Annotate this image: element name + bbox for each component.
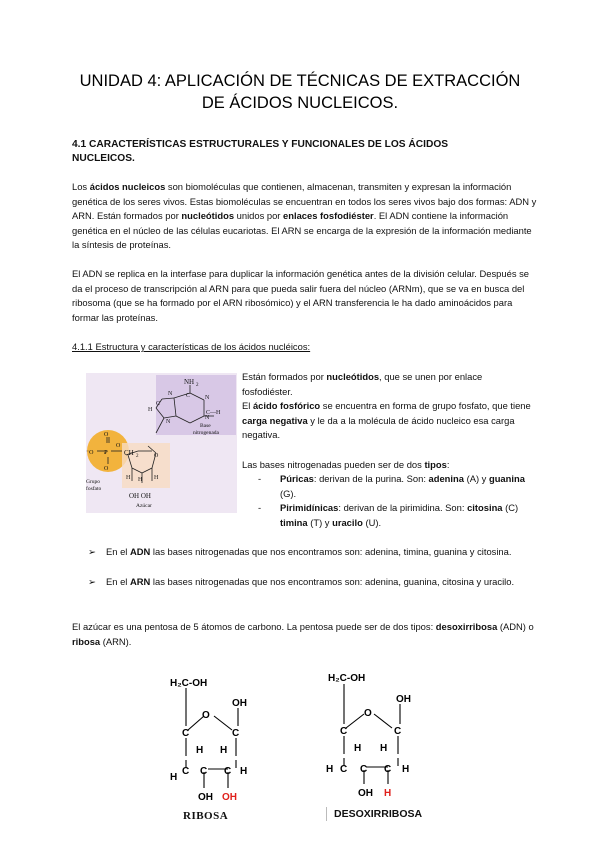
phos-o-left: ⁻O [86,450,94,456]
ribose-structure [160,668,280,833]
deoxy-ring-o: O [364,708,372,719]
phos-o-bottom: O [104,466,109,472]
ribose-oh-red: OH [222,792,237,803]
deoxy-c2: C [394,726,402,737]
deoxy-oh-top: OH [396,694,411,705]
deoxyribose-caption: DESOXIRRIBOSA [334,808,423,820]
deoxy-h2coh: H₂C-OH [328,673,366,684]
ribose-c1: C [182,728,190,739]
phos-o-top: O [104,432,109,438]
ribose-h3: H [170,772,178,783]
ch2-label: CH [124,449,134,457]
phos-caption2: fosfato [86,486,102,492]
structure-text: Están formados por nucleótidos, que se unen por enlace fosfodiéster. El ácido fosfórico se encuentra en forma de grupo fosfato, que tiene carga negativa y le da a la molécula de ácido nucleico esa carga negativa. Las bases nitrogenadas pueden ser de dos tipos: - Púricas: derivan de la purina. Son: adenina (A) y guanina (G). - Pirimidínicas: derivan de la pirimidina. Son: citosina (C) timina (T) y uracilo (U). [242,370,532,531]
ribose-c4: C [200,766,208,777]
phos-caption: Grupo [86,479,101,485]
base-c2: C [156,401,161,407]
phos-p: P [104,450,108,456]
base-caption2: nitrogenada [193,430,219,436]
ribose-h1: H [196,745,204,756]
deoxy-h4: H [402,764,410,775]
pyrimidines-item: - Pirimidínicas: derivan de la pirimidina. Son: citosina (C) timina (T) y uracilo (U). [258,502,519,528]
base-ch: C—H [206,410,221,416]
bullet-arn: ➢ En el ARN las bases nitrogenadas que nos encontramos son: adenina, guanina, citosina y uracilo. [88,575,528,590]
sugar-h2: H [154,475,159,481]
ribose-h2: H [220,745,228,756]
deoxy-oh-left: OH [358,788,373,799]
base-c-label: C [186,393,191,399]
ribose-c2: C [232,728,240,739]
base-caption: Base [200,423,211,429]
ribose-oh-top: OH [232,698,247,709]
deoxy-c1: C [340,726,348,737]
ribose-h4: H [240,766,248,777]
ribose-h2coh: H₂C-OH [170,678,208,689]
deoxy-c5: C [384,764,392,775]
arrow-bullet-icon: ➢ [88,546,96,557]
section-heading: 4.1 CARACTERÍSTICAS ESTRUCTURALES Y FUNCIONALES DE LOS ÁCIDOS NUCLEICOS. [72,139,449,164]
base-n1: N [168,391,173,397]
base-n4: N [166,419,171,425]
deoxy-h1: H [354,743,362,754]
ribose-ring-o: O [202,710,210,721]
ribose-c3: C [182,766,190,777]
nh2-subscript: 2 [196,383,199,388]
subsection-heading: 4.1.1 Estructura y características de los ácidos nucléicos: [72,341,311,352]
deoxy-c3: C [340,764,348,775]
replication-paragraph: El ADN se replica en la interfase para duplicar la información genética antes de la división celular. Después se da el proceso de transcripción al ARN para que pueda salir fuera del núcleo (ARNm), que se va en busca del ribosoma (que se ha formado por el ARN ribosómico) y el ARN transferencia le ha dado aminoácidos para formar las proteínas. [72,268,530,323]
phos-o-right: O [116,443,121,449]
nh2-label: NH [184,378,195,386]
deoxy-h3: H [326,764,334,775]
ribose-c5: C [224,766,232,777]
ring-o: O [154,453,159,459]
base-n2: N [205,395,210,401]
intro-paragraph: Los ácidos nucleicos son biomoléculas que contienen, almacenan, transmiten y expresan la información genética de los seres vivos. Estas biomoléculas se encuentran en todos los seres vivos bajo dos formas: ADN y ARN. Están formados por nucleótidos unidos por enlaces fosfodiéster. El ADN contiene la información genética en el núcleo de las células eucariotas. El ARN se encarga de la expresión de la información mediante la síntesis de proteínas. [72,181,537,251]
sugar-oh: OH OH [129,492,151,500]
sugar-h1: H [126,475,131,481]
ch2-subscript: 2 [136,454,139,459]
deoxy-h-red: H [384,788,392,799]
deoxyribose-structure [320,666,440,816]
sugar-h3: H [138,477,143,483]
caption-divider [326,807,327,821]
base-h1: H [148,407,153,413]
ribose-caption: RIBOSA [183,810,229,822]
bullet-adn: ➢ En el ADN las bases nitrogenadas que nos encontramos son: adenina, timina, guanina y citosina. [88,545,528,560]
pentose-paragraph: El azúcar es una pentosa de 5 átomos de carbono. La pentosa puede ser de dos tipos: desoxirribosa (ADN) o ribosa (ARN). [72,621,534,647]
ribose-oh-left: OH [198,792,213,803]
deoxy-h2: H [380,743,388,754]
arrow-bullet-icon: ➢ [88,576,96,587]
sugar-caption: Azúcar [136,503,152,509]
deoxy-c4: C [360,764,368,775]
page-title: UNIDAD 4: APLICACIÓN DE TÉCNICAS DE EXTRACCIÓN DE ÁCIDOS NUCLEICOS. [79,72,521,112]
purines-item: - Púricas: derivan de la purina. Son: adenina (A) y guanina (G). [258,473,525,499]
base-n3: N [205,415,210,421]
nucleotide-figure [86,373,237,513]
